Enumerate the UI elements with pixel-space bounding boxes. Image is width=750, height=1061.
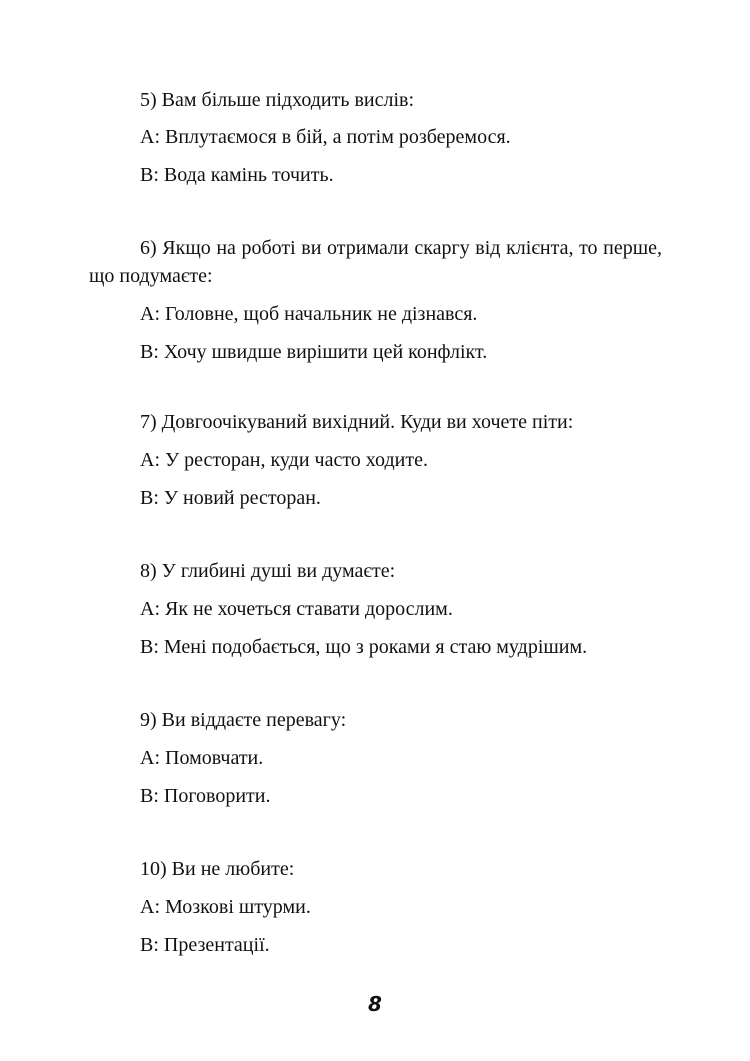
- question-8-option-b: В: Мені подобається, що з роками я стаю мудрішим.: [140, 636, 588, 658]
- question-10: [89, 855, 662, 959]
- question-10-text: 10) Ви не любите:: [140, 858, 295, 880]
- question-9-text: 9) Ви віддаєте перевагу:: [140, 709, 347, 731]
- question-8-text: 8) У глибині душі ви думаєте:: [140, 560, 396, 582]
- question-5-option-a: А: Вплутаємося в бій, а потім розберемося.: [140, 126, 511, 148]
- question-10-option-a: А: Мозкові штурми.: [140, 896, 311, 918]
- question-7-option-a: А: У ресторан, куди часто ходите.: [140, 449, 428, 471]
- question-8-option-a: А: Як не хочеться ставати дорослим.: [140, 598, 453, 620]
- question-7-option-b: В: У новий ресторан.: [140, 487, 321, 509]
- question-8: [89, 557, 662, 661]
- question-7-text: 7) Довгоочікуваний вихідний. Куди ви хочете піти:: [140, 411, 574, 433]
- question-9: [89, 706, 662, 810]
- question-10-option-b: В: Презентації.: [140, 934, 270, 956]
- question-7: [89, 408, 662, 512]
- question-6-text: 6) Якщо на роботі ви отримали скаргу від клієнта, то перше, що подумаєте:: [89, 237, 662, 287]
- question-5-text: 5) Вам більше підходить вислів:: [140, 89, 415, 111]
- question-5: [89, 86, 662, 189]
- page-number: 8: [368, 992, 382, 1016]
- question-6-option-a: А: Головне, щоб начальник не дізнався.: [140, 303, 478, 325]
- question-9-option-a: А: Помовчати.: [140, 747, 264, 769]
- question-6-option-b: В: Хочу швидше вирішити цей конфлікт.: [140, 341, 488, 363]
- question-5-option-b: В: Вода камінь точить.: [140, 164, 334, 186]
- question-6: [89, 234, 662, 366]
- question-9-option-b: В: Поговорити.: [140, 785, 271, 807]
